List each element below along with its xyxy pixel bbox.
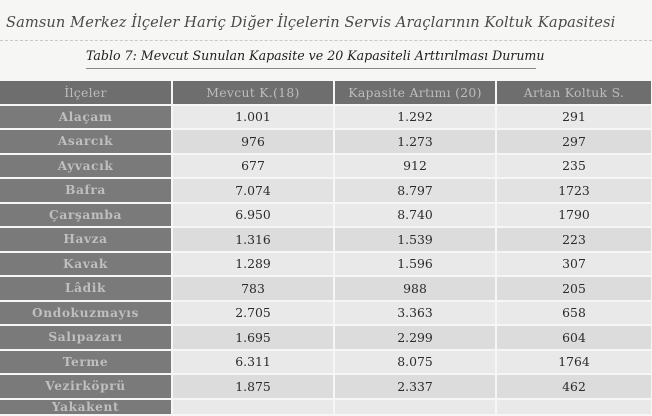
increased-capacity-cell: 8.797 bbox=[334, 178, 496, 203]
increased-capacity-cell: 1.292 bbox=[334, 105, 496, 130]
district-cell: Terme bbox=[0, 350, 172, 375]
current-capacity-cell: 2.705 bbox=[172, 301, 334, 326]
district-cell: Havza bbox=[0, 227, 172, 252]
added-seats-cell: 297 bbox=[496, 129, 652, 154]
increased-capacity-cell: 8.740 bbox=[334, 203, 496, 228]
added-seats-cell: 1790 bbox=[496, 203, 652, 228]
header-divider bbox=[0, 40, 652, 41]
capacity-table-wrapper bbox=[0, 81, 652, 416]
table-row bbox=[0, 350, 652, 375]
added-seats-cell: 658 bbox=[496, 301, 652, 326]
running-header: Samsun Merkez İlçeler Hariç Diğer İlçelerin Servis Araçlarının Koltuk Kapasitesi bbox=[6, 14, 616, 31]
current-capacity-cell: 1.316 bbox=[172, 227, 334, 252]
current-capacity-cell bbox=[172, 399, 334, 415]
table-row bbox=[0, 178, 652, 203]
table-row bbox=[0, 227, 652, 252]
increased-capacity-cell: 2.299 bbox=[334, 325, 496, 350]
added-seats-cell: 1723 bbox=[496, 178, 652, 203]
header-capacity-increase: Kapasite Artımı (20) bbox=[334, 81, 496, 105]
added-seats-cell: 307 bbox=[496, 252, 652, 277]
table-row bbox=[0, 374, 652, 399]
header-district: İlçeler bbox=[0, 81, 172, 105]
added-seats-cell: 291 bbox=[496, 105, 652, 130]
district-cell: Kavak bbox=[0, 252, 172, 277]
district-cell: Asarcık bbox=[0, 129, 172, 154]
table-row bbox=[0, 252, 652, 277]
table-row bbox=[0, 301, 652, 326]
current-capacity-cell: 1.695 bbox=[172, 325, 334, 350]
district-cell: Yakakent bbox=[0, 399, 172, 415]
increased-capacity-cell: 1.273 bbox=[334, 129, 496, 154]
table-row bbox=[0, 203, 652, 228]
added-seats-cell: 205 bbox=[496, 276, 652, 301]
added-seats-cell bbox=[496, 399, 652, 415]
current-capacity-cell: 677 bbox=[172, 154, 334, 179]
current-capacity-cell: 6.950 bbox=[172, 203, 334, 228]
district-cell: Alaçam bbox=[0, 105, 172, 130]
table-header-row bbox=[0, 81, 652, 105]
added-seats-cell: 604 bbox=[496, 325, 652, 350]
current-capacity-cell: 783 bbox=[172, 276, 334, 301]
added-seats-cell: 462 bbox=[496, 374, 652, 399]
district-cell: Çarşamba bbox=[0, 203, 172, 228]
increased-capacity-cell: 988 bbox=[334, 276, 496, 301]
added-seats-cell: 223 bbox=[496, 227, 652, 252]
current-capacity-cell: 1.875 bbox=[172, 374, 334, 399]
table-row bbox=[0, 399, 652, 415]
table-row bbox=[0, 325, 652, 350]
current-capacity-cell: 1.289 bbox=[172, 252, 334, 277]
table-row bbox=[0, 154, 652, 179]
increased-capacity-cell: 2.337 bbox=[334, 374, 496, 399]
increased-capacity-cell: 1.596 bbox=[334, 252, 496, 277]
header-added-seats: Artan Koltuk S. bbox=[496, 81, 652, 105]
district-cell: Vezirköprü bbox=[0, 374, 172, 399]
caption-underline bbox=[86, 68, 536, 69]
current-capacity-cell: 7.074 bbox=[172, 178, 334, 203]
capacity-table bbox=[0, 81, 652, 416]
increased-capacity-cell: 1.539 bbox=[334, 227, 496, 252]
added-seats-cell: 235 bbox=[496, 154, 652, 179]
added-seats-cell: 1764 bbox=[496, 350, 652, 375]
district-cell: Ondokuzmayıs bbox=[0, 301, 172, 326]
current-capacity-cell: 976 bbox=[172, 129, 334, 154]
district-cell: Salıpazarı bbox=[0, 325, 172, 350]
table-row bbox=[0, 129, 652, 154]
table-row bbox=[0, 105, 652, 130]
district-cell: Ayvacık bbox=[0, 154, 172, 179]
current-capacity-cell: 1.001 bbox=[172, 105, 334, 130]
increased-capacity-cell: 8.075 bbox=[334, 350, 496, 375]
increased-capacity-cell: 3.363 bbox=[334, 301, 496, 326]
increased-capacity-cell: 912 bbox=[334, 154, 496, 179]
current-capacity-cell: 6.311 bbox=[172, 350, 334, 375]
header-current-capacity: Mevcut K.(18) bbox=[172, 81, 334, 105]
district-cell: Bafra bbox=[0, 178, 172, 203]
table-caption: Tablo 7: Mevcut Sunulan Kapasite ve 20 Kapasiteli Arttırılması Durumu bbox=[86, 48, 545, 63]
district-cell: Lâdik bbox=[0, 276, 172, 301]
table-row bbox=[0, 276, 652, 301]
increased-capacity-cell bbox=[334, 399, 496, 415]
